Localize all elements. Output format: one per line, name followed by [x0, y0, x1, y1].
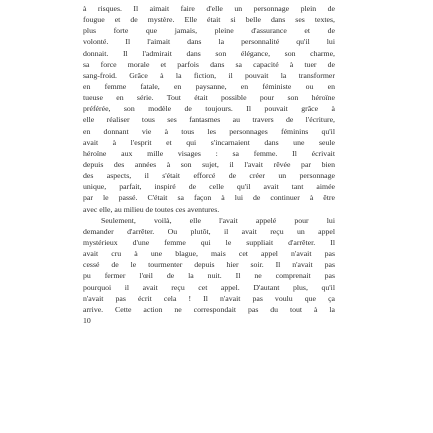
text-line: avec elle, au milieu de toutes ces aventures. — [83, 204, 220, 214]
text-line: fougue et de mystère. Elle était si belle dans ses textes, — [83, 15, 335, 25]
text-line: arrive. Cette action ne correspondait pas du tout à la — [83, 304, 335, 314]
text-line: n'avait pas écrit cela ! Il n'avait pas voulu que ça — [83, 293, 335, 303]
text-line: pourquoi il avait reçu cet appel. D'autant plus, qu'il — [83, 282, 335, 292]
text-line: mystérieux d'une femme qui le suppliait d'arrêter. Il — [83, 237, 335, 247]
text-line: avait à l'esprit et qui s'incarnaient dans une seule — [83, 137, 335, 147]
text-line: volonté. Il l'aimait dans la personnalité qu'il lui — [83, 37, 335, 47]
text-line: donnait. Il l'admirait dans son élégance, son charme, — [83, 48, 335, 58]
text-line: pu fermer l'œil de la nuit. Il ne comprenait pas — [83, 271, 335, 281]
text-line: plus forte que jamais, pleine d'assurance et de — [83, 26, 335, 36]
text-line: Seulement, voilà, elle l'avait appelé pour lui — [101, 215, 335, 225]
text-line: tueuse en série. Tout était possible pour son héroïne — [83, 93, 335, 103]
text-line: unique, parfait, inspiré de celle qu'il avait tant aimée — [83, 182, 335, 192]
text-line: demander d'arrêter. Ou plutôt, il avait reçu un appel — [83, 226, 335, 236]
text-line: depuis des années à son sujet, il l'avait rêvée par bien — [83, 159, 335, 169]
text-line: à risques. Il aimait faire d'elle un personnage plein de — [83, 4, 335, 13]
text-line: par le passé. C'était sa façon à lui de continuer à être — [83, 193, 335, 203]
page-number: 10 — [83, 315, 91, 325]
text-line: en donnant vie à tous les personnages féminins qu'il — [83, 126, 335, 136]
text-line: sa force morale et parfois dans sa capacité à tuer de — [83, 59, 335, 69]
text-line: des aspects, il s'était efforcé de créer un personnage — [83, 171, 335, 181]
body-text — [83, 3, 335, 326]
text-line: cessé de le tourmenter depuis hier soir. Il n'avait pas — [83, 260, 335, 270]
text-line: en femme fatale, en paysanne, en féministe ou en — [83, 81, 335, 91]
text-line: préférée, son modèle de toujours. Il pouvait grâce à — [83, 104, 335, 114]
text-line: elle réaliser tous ses fantasmes au travers de l'écriture, — [83, 115, 335, 125]
text-line: sang-froid. Grâce à la fiction, il pouvait la transformer — [83, 70, 335, 80]
text-line: héroïne aux mille visages : sa femme. Il écrivait — [83, 148, 335, 158]
text-line: avait cru à une blague, mais cet appel n'avait pas — [83, 249, 335, 259]
